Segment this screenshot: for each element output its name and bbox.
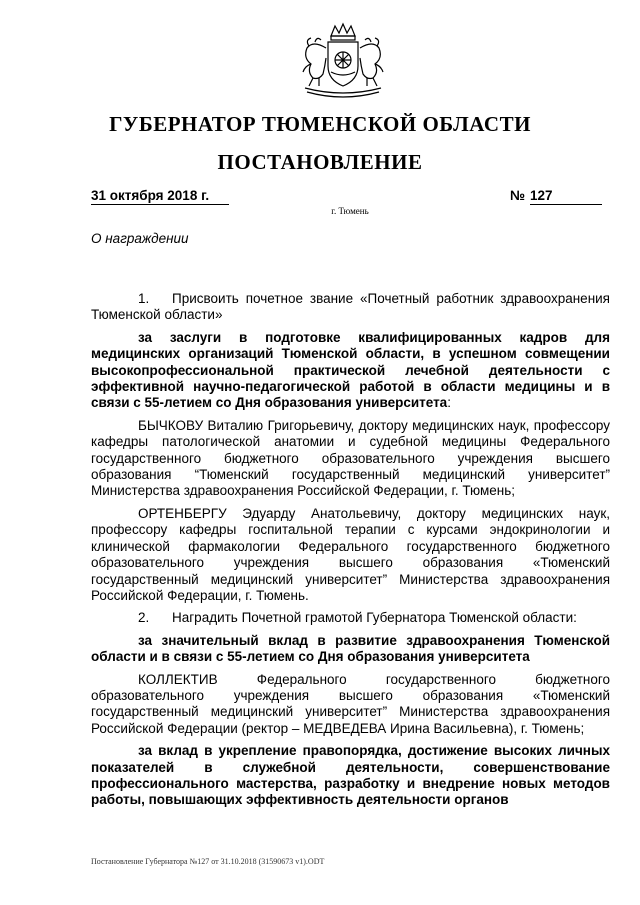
clause-1-text: Присвоить почетное звание «Почетный работник здравоохранения Тюменской области» (91, 291, 610, 323)
coat-of-arms-emblem (295, 22, 391, 102)
clause-2-text: Наградить Почетной грамотой Губернатора Тюменской области: (172, 610, 577, 626)
clause-2-reason-2: за вклад в укрепление правопорядка, достижение высоких личных показателей в служебной деятельности, совершенствование профессионального мастерства, разработку и внедрение новых методов работы, повышающих эффективность деятельности органов (91, 743, 610, 808)
document-body (91, 291, 610, 815)
clause-2-reason: за значительный вклад в развитие здравоохранения Тюменской области и в связи с 55-летием со Дня образования университета (91, 632, 610, 665)
number-label: № (510, 188, 526, 203)
clause-1 (91, 291, 610, 324)
document-subject: О награждении (91, 231, 189, 246)
clause-2-number: 2. (138, 610, 150, 626)
awardee-collective: КОЛЛЕКТИВ Федерального государственного бюджетного образовательного учреждения высшего образования «Тюменский государственный медицинский университет” Министерства здравоохранения Российской Федерации (ректор – МЕДВЕДЕВА Ирина Васильевна), г. Тюмень; (91, 671, 610, 736)
clause-1-reason (91, 330, 610, 412)
clause-1-reason-colon: : (447, 395, 451, 411)
awardee-1: БЫЧКОВУ Виталию Григорьевичу, доктору медицинских наук, профессору кафедры патологической анатомии и судебной медицины Федерального государственного бюджетного образовательного учреждения высшего образования “Тюменский государственный медицинский университет” Министерства здравоохранения Российской Федерации, г. Тюмень; (91, 417, 610, 499)
org-title: ГУБЕРНАТОР ТЮМЕНСКОЙ ОБЛАСТИ (109, 112, 531, 136)
clause-1-reason-text: за заслуги в подготовке квалифицированных кадров для медицинских организаций Тюменской области, в успешном совмещении высокопрофессиональной практической лечебной деятельности с эффективной научно-педагогической работой в области медицины и в связи с 55-летием со Дня образования университета (91, 329, 610, 411)
document-type-title: ПОСТАНОВЛЕНИЕ (217, 150, 423, 174)
clause-1-number: 1. (138, 291, 150, 306)
city-line: г. Тюмень (331, 206, 369, 216)
clause-2 (91, 610, 610, 626)
document-date: 31 октября 2018 г. (91, 188, 229, 205)
document-footer: Постановление Губернатора №127 от 31.10.2018 (31590673 v1).ODT (91, 857, 325, 866)
document-number: 127 (530, 188, 602, 205)
awardee-2: ОРТЕНБЕРГУ Эдуарду Анатольевичу, доктору медицинских наук, профессору кафедры госпитальной терапии с курсами эндокринологии и клинической фармакологии Федерального государственного бюджетного образовательного учреждения высшего образования «Тюменский государственный медицинский университет” Министерства здравоохранения Российской Федерации, г. Тюмень. (91, 505, 610, 603)
